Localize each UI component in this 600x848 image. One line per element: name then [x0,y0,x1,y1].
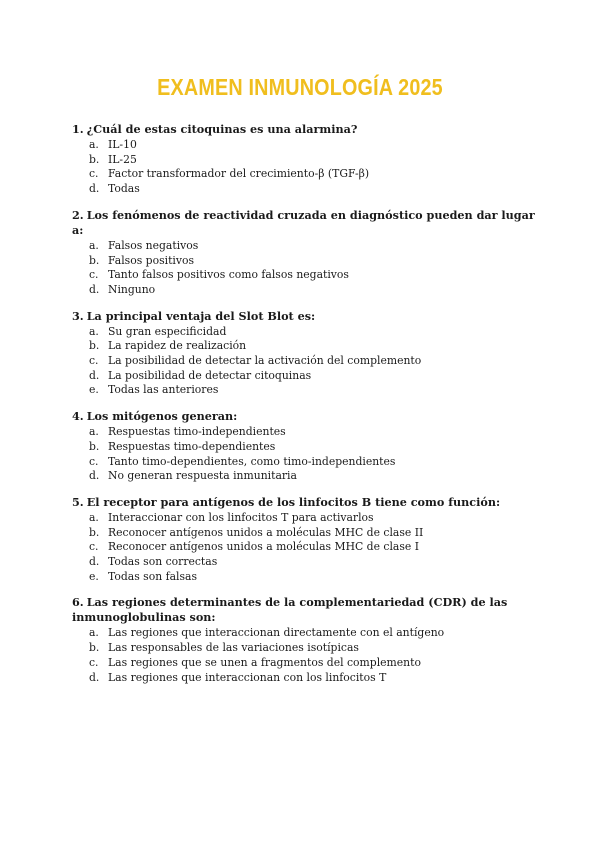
option-text: IL-10 [108,138,137,151]
option-text: Respuestas timo-independientes [108,425,286,439]
option-letter: c. [89,540,99,554]
option-text: Falsos positivos [108,253,195,267]
question-number: 2. [72,207,84,222]
option-item [72,254,542,269]
option-item [72,440,542,455]
option-text: La posibilidad de detectar la activación del complemento [108,354,422,368]
option-list [72,425,542,484]
option-list [72,138,542,197]
option-letter: d. [89,555,100,569]
question-text [72,595,542,625]
option-letter: a. [89,425,99,439]
option-letter: a. [89,138,99,151]
option-text: La posibilidad de detectar citoquinas [108,368,312,382]
option-text: Interaccionar con los linfocitos T para activarlos [108,510,374,524]
option-letter: b. [89,525,100,539]
question-prompt: El receptor para antígenos de los linfocitos B tiene como función: [86,494,501,509]
option-item [72,671,542,686]
option-text: Todas [108,182,140,196]
option-letter: a. [89,238,99,252]
question-number: 4. [72,409,84,424]
option-item [72,570,542,585]
option-item [72,167,542,182]
option-letter: a. [89,510,99,524]
option-text: Todas son falsas [108,569,198,583]
option-letter: a. [89,626,99,640]
option-item [72,540,542,555]
question-4 [72,409,542,484]
option-text: Su gran especificidad [108,324,227,338]
option-letter: b. [89,641,100,655]
option-item [72,469,542,484]
question-list [72,122,542,696]
option-text: Reconocer antígenos unidos a moléculas MHC de clase I [108,540,419,554]
option-item [72,626,542,641]
option-letter: d. [89,469,100,483]
question-number: 5. [72,494,84,509]
option-text: IL-25 [108,152,137,166]
option-item [72,182,542,197]
option-letter: d. [89,282,100,296]
option-text: Tanto timo-dependientes, como timo-independientes [108,454,396,468]
option-letter: b. [89,152,100,166]
option-item [72,656,542,671]
option-letter: b. [89,439,100,453]
option-item [72,425,542,440]
option-text: No generan respuesta inmunitaria [108,469,297,483]
question-prompt: Los fenómenos de reactividad cruzada en diagnóstico pueden dar lugar a: [72,207,535,237]
option-letter: d. [89,182,100,196]
option-text: Falsos negativos [108,238,199,252]
option-item [72,369,542,384]
option-letter: a. [89,324,99,338]
option-letter: b. [89,339,100,353]
option-letter: d. [89,670,100,684]
question-text [72,309,542,324]
option-text: Todas las anteriores [108,383,219,397]
option-letter: c. [89,655,99,669]
option-letter: e. [89,569,99,583]
option-text: Reconocer antígenos unidos a moléculas MHC de clase II [108,525,424,539]
option-list [72,239,542,298]
option-list [72,626,542,685]
option-item [72,268,542,283]
question-text [72,122,542,137]
question-1 [72,122,542,197]
option-item [72,283,542,298]
option-text: Todas son correctas [108,555,218,569]
option-item [72,138,542,153]
option-item [72,383,542,398]
option-letter: d. [89,368,100,382]
option-item [72,339,542,354]
option-item [72,325,542,340]
option-text: La rapidez de realización [108,339,247,353]
option-item [72,511,542,526]
question-2 [72,208,542,298]
option-text: Las regiones que se unen a fragmentos del complemento [108,655,421,669]
option-letter: e. [89,383,99,397]
option-text: Ninguno [108,282,156,296]
question-prompt: ¿Cuál de estas citoquinas es una alarmina? [86,122,358,136]
question-text [72,208,542,238]
option-list [72,511,542,585]
option-text: Las regiones que interaccionan directamente con el antígeno [108,626,445,640]
question-3 [72,309,542,399]
option-list [72,325,542,399]
option-letter: c. [89,354,99,368]
option-letter: c. [89,167,99,181]
exam-title: EXAMEN INMUNOLOGÍA 2025 [157,74,443,100]
question-5 [72,495,542,585]
question-6 [72,595,542,685]
option-item [72,239,542,254]
question-number: 3. [72,308,84,323]
option-item [72,526,542,541]
option-item [72,153,542,168]
question-number: 1. [72,122,84,136]
option-text: Las responsables de las variaciones isotípicas [108,641,359,655]
option-item [72,455,542,470]
option-letter: c. [89,454,99,468]
option-item [72,555,542,570]
option-item [72,354,542,369]
question-text [72,409,542,424]
option-text: Respuestas timo-dependientes [108,439,276,453]
option-item [72,641,542,656]
option-letter: c. [89,268,99,282]
question-text [72,495,542,510]
option-letter: b. [89,253,100,267]
option-text: Las regiones que interaccionan con los linfocitos T [108,670,387,684]
question-prompt: Los mitógenos generan: [86,409,238,424]
option-text: Tanto falsos positivos como falsos negativos [108,268,349,282]
question-prompt: Las regiones determinantes de la complementariedad (CDR) de las inmunoglobulinas son: [72,595,508,625]
question-number: 6. [72,595,84,610]
question-prompt: La principal ventaja del Slot Blot es: [86,308,316,323]
option-text: Factor transformador del crecimiento-β (TGF-β) [108,167,370,181]
